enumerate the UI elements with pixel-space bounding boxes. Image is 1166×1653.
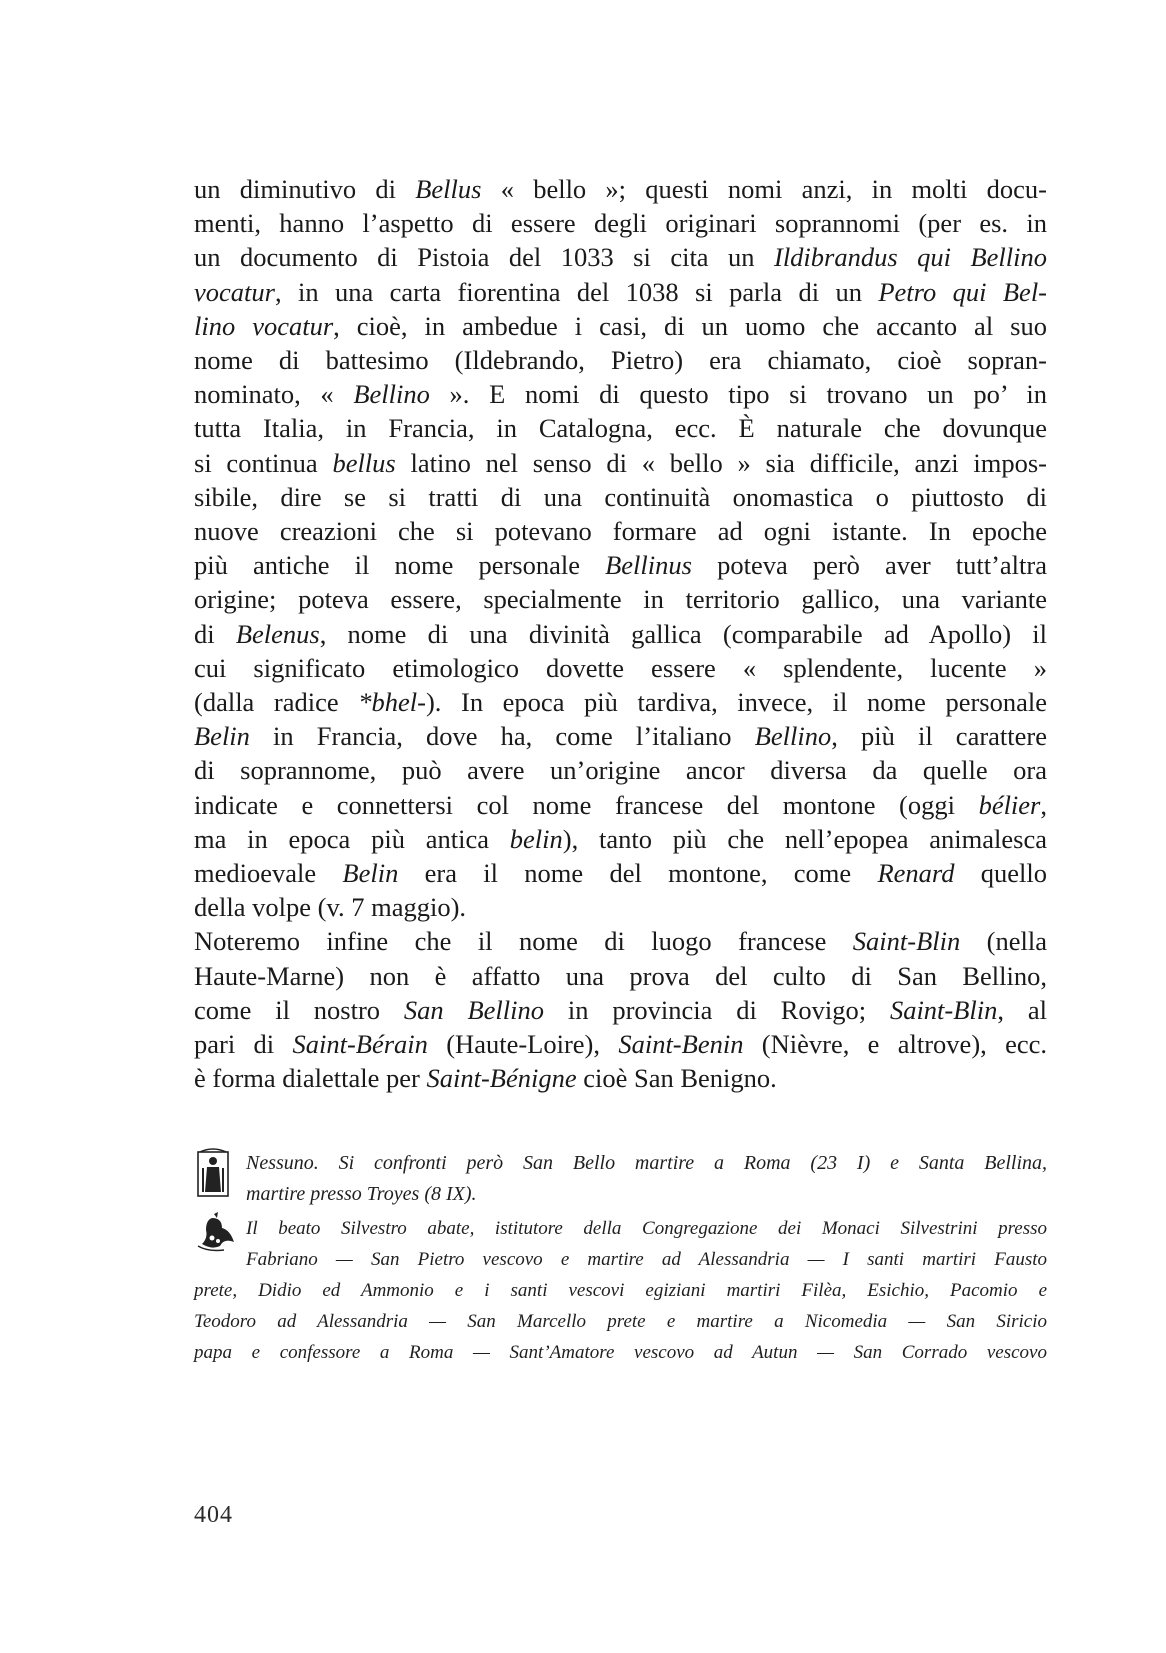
note-ricorrenze xyxy=(194,1148,1047,1210)
text-line: come il nostro San Bellino in provincia di Rovigo; Saint-Blin, al xyxy=(194,994,1047,1025)
paragraph-etymology xyxy=(194,172,1047,924)
note-line: prete, Didio ed Ammonio e i santi vescovi egiziani martiri Filèa, Esichio, Pacomio e xyxy=(194,1280,1047,1301)
text-line: nominato, « Bellino ». E nomi di questo tipo si trovano un po’ in xyxy=(194,379,1047,410)
italic-term: Bellino xyxy=(754,721,832,752)
text-line: medioevale Belin era il nome del montone, come Renard quello xyxy=(194,858,1047,889)
italic-term: *bhel- xyxy=(358,687,426,718)
italic-term: Saint-Blin xyxy=(852,926,961,957)
text-line: lino vocatur, cioè, in ambedue i casi, di un uomo che accanto al suo xyxy=(194,310,1047,341)
note-line: Fabriano — San Pietro vescovo e martire ad Alessandria — I santi martiri Fausto xyxy=(246,1249,1047,1270)
paragraph-toponyms xyxy=(194,924,1047,1095)
text-line: è forma dialettale per Saint-Bénigne cioè San Benigno. xyxy=(194,1063,777,1094)
text-line: di Belenus, nome di una divinità gallica (comparabile ad Apollo) il xyxy=(194,618,1047,649)
italic-term: Belin xyxy=(194,721,250,752)
text-line: sibile, dire se si tratti di una continuità onomastica o piuttosto di xyxy=(194,481,1047,512)
text-line: un diminutivo di Bellus « bello »; questi nomi anzi, in molti docu- xyxy=(194,174,1047,204)
text-line: di soprannome, può avere un’origine ancor diversa da quelle ora xyxy=(194,755,1047,786)
text-line: nuove creazioni che si potevano formare ad ogni istante. In epoche xyxy=(194,516,1047,547)
note-line: Nessuno. Si confronti però San Bello martire a Roma (23 I) e Santa Bellina, xyxy=(246,1152,1047,1174)
text-line: Haute-Marne) non è affatto una prova del culto di San Bellino, xyxy=(194,960,1047,991)
note-line: martire presso Troyes (8 IX). xyxy=(246,1183,477,1205)
italic-term: Ildibrandus qui Bellino xyxy=(774,242,1048,273)
italic-term: Bellinus xyxy=(605,550,692,581)
text-line: (dalla radice *bhel-). In epoca più tardiva, invece, il nome personale xyxy=(194,687,1048,718)
text-line: Noteremo infine che il nome di luogo francese Saint-Blin (nella xyxy=(194,926,1047,957)
italic-term: Belenus xyxy=(235,618,320,649)
italic-term: bélier xyxy=(978,789,1041,820)
italic-term: Renard xyxy=(877,858,955,889)
italic-term: Belin xyxy=(342,858,399,889)
text-line: tutta Italia, in Francia, in Catalogna, ecc. È naturale che dovunque xyxy=(194,413,1047,444)
italic-term: belin xyxy=(509,823,563,854)
italic-term: San Bellino xyxy=(403,994,545,1025)
italic-term: Bellino xyxy=(353,379,430,410)
italic-term: Saint-Blin xyxy=(889,994,998,1025)
text-line: Belin in Francia, dove ha, come l’italiano Bellino, più il carattere xyxy=(194,721,1047,752)
text-line: un documento di Pistoia del 1033 si cita un Ildibrandus qui Bellino xyxy=(194,242,1048,273)
text-line: indicate e connettersi col nome francese del montone (oggi bélier, xyxy=(194,789,1047,820)
note-line: Il beato Silvestro abate, istitutore della Congregazione dei Monaci Silvestrini presso xyxy=(246,1218,1047,1239)
italic-term: vocatur xyxy=(194,276,275,307)
text-line: origine; poteva essere, specialmente in territorio gallico, una variante xyxy=(194,584,1047,615)
italic-term: Saint-Bérain xyxy=(292,1029,428,1060)
italic-term: lino vocatur xyxy=(194,310,334,341)
text-line: nome di battesimo (Ildebrando, Pietro) era chiamato, cioè sopran- xyxy=(194,345,1047,376)
text-line: cui significato etimologico dovette essere « splendente, lucente » xyxy=(194,652,1047,683)
note-martirologio xyxy=(194,1213,1047,1368)
italic-term: Bellus xyxy=(415,174,482,204)
text-line: vocatur, in una carta fiorentina del 1038 si parla di un Petro qui Bel- xyxy=(194,276,1048,307)
main-text xyxy=(194,172,1047,1095)
text-line: menti, hanno l’aspetto di essere degli originari soprannomi (per es. in xyxy=(194,208,1047,239)
italic-term: Petro qui Bel- xyxy=(878,276,1048,307)
text-line: pari di Saint-Bérain (Haute-Loire), Saint-Benin (Nièvre, e altrove), ecc. xyxy=(194,1029,1048,1060)
italic-term: bellus xyxy=(332,447,396,478)
text-line: ma in epoca più antica belin), tanto più che nell’epopea animalesca xyxy=(194,823,1047,854)
text-line: si continua bellus latino nel senso di « bello » sia difficile, anzi impos- xyxy=(194,447,1047,478)
note-line: Teodoro ad Alessandria — San Marcello prete e martire a Nicomedia — San Siricio xyxy=(194,1311,1047,1332)
page-number: 404 xyxy=(194,1502,233,1528)
text-line: della volpe (v. 7 maggio). xyxy=(194,892,467,923)
italic-term: Saint-Benin xyxy=(618,1029,744,1060)
note-line: papa e confessore a Roma — Sant’Amatore vescovo ad Autun — San Corrado vescovo xyxy=(194,1342,1047,1363)
text-line: più antiche il nome personale Bellinus poteva però aver tutt’altra xyxy=(194,550,1047,581)
italic-term: Saint-Bénigne xyxy=(426,1063,577,1094)
